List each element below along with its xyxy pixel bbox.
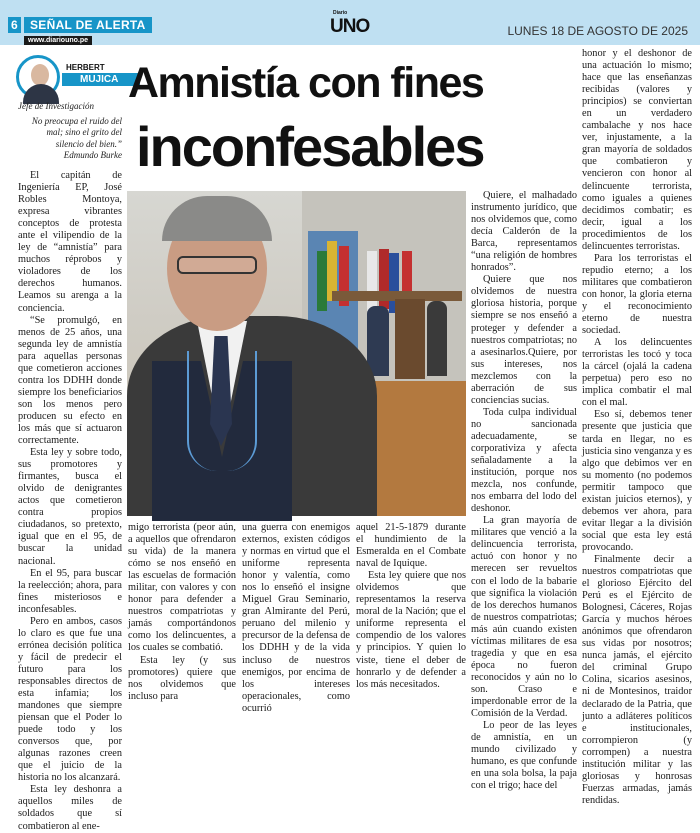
article-column-4 xyxy=(356,522,466,690)
paragraph: Esta ley y sobre todo, sus promotores y firmantes, busca el olvido de denigrantes actos que cometieron contra propios ciudadanos, so pretexto, igual que en el 95, de buscar la unidad nacional. xyxy=(18,447,122,567)
paragraph: La gran mayoría de militares que venció a la delincuencia terrorista, actuó con honor y no merecen ser revueltos con el lodo de la babarie que significa la violación de los derechos humanos de nuestros compatriotas; más aún cuando existen víctimas militares de esa tragedia y que en esa época no fueron reconocidos y aún no lo son. Craso e imperdonable error de la Comisión de la Verdad. xyxy=(471,515,577,720)
article-column-6 xyxy=(582,48,692,806)
article-column-3 xyxy=(242,522,350,714)
author-last-name: MUJICA xyxy=(62,73,140,86)
headline-line-1: Amnistía con fines xyxy=(128,59,484,107)
epigraph-text: No preocupa el ruido del mal; sino el grito del silencio del bien.” xyxy=(31,116,122,149)
paragraph: Eso sí, debemos tener presente que justicia que tarda en llegar, no es justicia sino venganza y es algo que debimos ver en su momento (no podemos permitir tampoco que existan juicios eternos), y debemos ver ahora, para evitar llegar a la división social que esta ley está provocando. xyxy=(582,409,692,553)
paragraph: una guerra con enemigos externos, existen códigos y normas en virtud que el uniforme representa honor y valentía, como nos lo enseñó el insigne Miguel Grau Seminario, gran Almirante del Perú, peruano del milenio y precursor de la defensa de los DDHH y de la vida incluso de nuestros enemigos, por encima de los intereses operacionales, como ocurrió xyxy=(242,522,350,714)
paragraph: Finalmente decir a nuestros compatriotas que el glorioso Ejército del Perú es el Ejército de Bolognesi, Cáceres, Rojas García y muchos héroes anónimos que ofrendaron sus vidas por nosotros; nunca jamás, el ejército del criminal Grupo Colina, sicarios asesinos, ni de Montesinos, traidor declarado de la Patria, que junto a adláteres políticos e institucionales, corrompieron (y corrompen) a nuestra institución militar y las gloriosas y honrosas Fuerzas armadas, jamás rendidas. xyxy=(582,553,692,806)
paragraph: A los delincuentes terroristas les tocó y toca la cárcel (ojalá la cadena perpetua) pero eso no implica combatir el mal con el mal. xyxy=(582,337,692,409)
logo-small-text: Diario xyxy=(333,10,348,16)
headline-line-2: inconfesables xyxy=(136,115,484,178)
paragraph: aquel 21-5-1879 durante el hundimiento de la Esmeralda en el Combate naval de Iquique. xyxy=(356,522,466,570)
issue-date: LUNES 18 DE AGOSTO DE 2025 xyxy=(507,24,688,38)
paragraph: honor y el deshonor de una actuación lo mismo; hace que las enseñanzas recibidas (valores y principios) se conviertan en un verdadero cambalache y nos hace ver, injustamente, a la gran mayoría de soldados que combatieron y vencieron con honor al delincuente terrorista, como iguales a quienes decidimos combatir; es decir, igual a los procedimientos de los delincuentes terroristas. xyxy=(582,48,692,252)
paragraph: Pero en ambos, casos lo claro es que fue una errónea decisión política y fácil de predecir el futuro para los responsables directos de esta infamia; los mandones que siempre piensan que el Poder lo puede todo y los conversos que, por algunas razones creen que el juicio de la historia no los alcanzará. xyxy=(18,615,122,784)
website-link[interactable]: www.diariouno.pe xyxy=(24,36,92,45)
paragraph: migo terrorista (peor aún, a aquellos que ofrendaron su vida) de la manera cómo se nos enseñó en las escuelas de formación militar, con valores y con honor para defender a nuestros compatriotas y jamás comportándonos como los delincuentes, a los cuales se combatió. xyxy=(128,522,236,654)
paragraph: En el 95, para buscar la reelección; ahora, para fines misteriosos e inconfesables. xyxy=(18,567,122,615)
author-first-name: HERBERT xyxy=(62,62,109,73)
paragraph: El capitán de Ingeniería EP, José Robles Montoya, expresa vibrantes conceptos de protesta ante el vilipendio de la ley de “amnistía” para muchos réprobos y violadores de los derechos humanos. Leamos su arenga a la conciencia. xyxy=(18,170,122,314)
paragraph: Esta ley deshonra a aquellos miles de soldados que sí combatieron al ene- xyxy=(18,784,122,832)
page-header xyxy=(0,0,700,45)
page-number: 6 xyxy=(8,17,21,33)
author-role: Jefe de Investigación xyxy=(18,101,94,111)
article-column-2 xyxy=(128,522,236,702)
portrait-photo xyxy=(127,191,466,516)
section-label: SEÑAL DE ALERTA xyxy=(24,17,152,33)
epigraph-attribution: Edmundo Burke xyxy=(63,149,122,160)
paragraph: Para los terroristas el repudio eterno; a los militares que combatieron con honor, la gloria eterna y el reconocimiento eterno de nuestra sociedad. xyxy=(582,252,692,337)
paragraph: Quiere que nos olvidemos de nuestra gloriosa historia, porque siempre se nos enseñó a proteger y defender a nuestros compatriotas; no a asesinarlos.Quiere, por sus intereses, nos mezclemos con la aberración de sus conciencias sucias. xyxy=(471,274,577,406)
paragraph: Esta ley (y sus promotores) quiere que nos olvidemos que incluso para xyxy=(128,654,236,702)
paragraph: Quiere, el malhadado instrumento jurídico, que nos olvidemos que, como decía Calderón de la Barca, representamos “una religión de hombres honrados”. xyxy=(471,190,577,274)
paragraph: Toda culpa individual no sancionada adecuadamente, se corporativiza y afecta señaladamente a la institución, porque nos mezcla, nos confunde, nos embarra del lodo del deshonor. xyxy=(471,406,577,515)
newspaper-logo: UNO xyxy=(330,16,370,37)
epigraph xyxy=(22,116,122,161)
paragraph: “Se promulgó, en menos de 25 años, una segunda ley de amnistía para aquellas personas que cometieron acciones contra los DDHH donde siempre los beneficiarios son los menos pero producen su efecto en los más que sí actuaron correctamente. xyxy=(18,314,122,447)
paragraph: Esta ley quiere que nos olvidemos que representamos la reserva moral de la Nación; que el uniforme representa el compendio de los valores y principios. Y quien lo viste, tiene el deber de honrarlo y de defender a los más necesitados. xyxy=(356,570,466,690)
article-column-1 xyxy=(18,170,122,832)
paragraph: Lo peor de las leyes de amnistía, en un mundo civilizado y humano, es que confunde en una sola bolsa, la paja con el trigo; hace del xyxy=(471,720,577,792)
author-avatar xyxy=(16,55,60,99)
article-column-5 xyxy=(471,190,577,792)
